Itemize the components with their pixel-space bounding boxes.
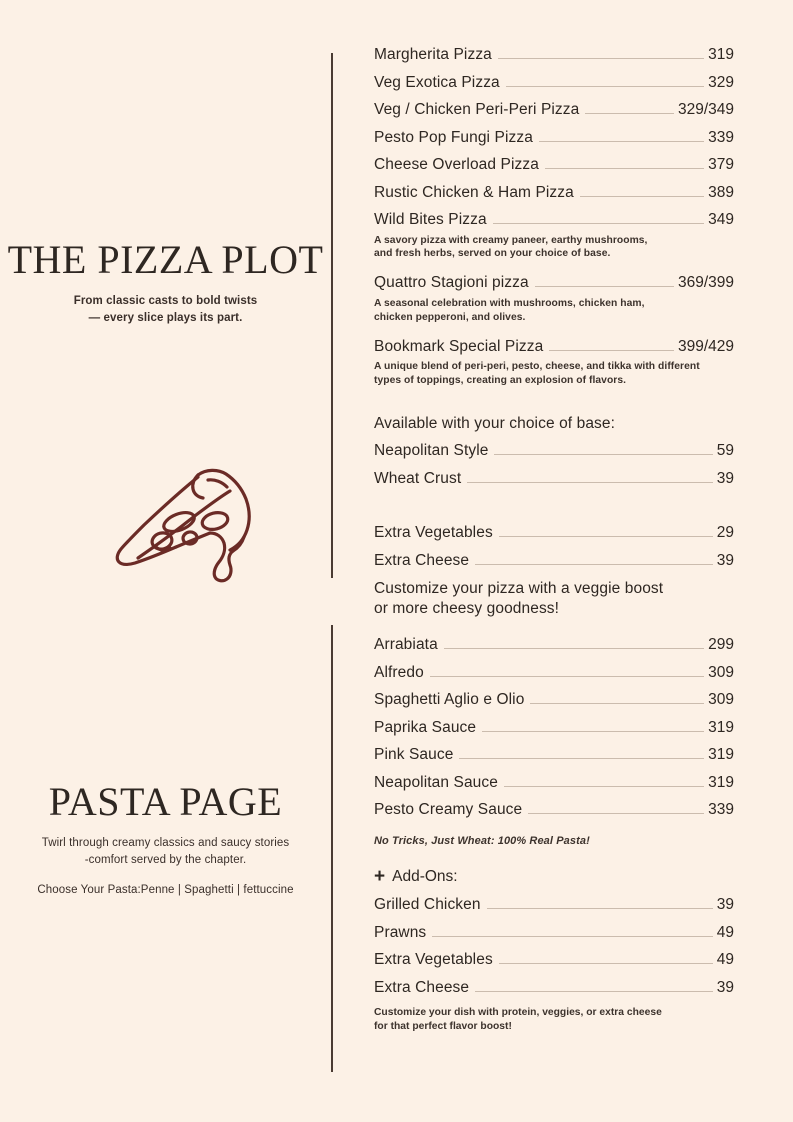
- menu-item-price: 339: [708, 128, 734, 146]
- menu-item-price: 39: [716, 469, 734, 487]
- leader-line: [467, 482, 713, 483]
- menu-row[interactable]: [374, 552, 734, 570]
- menu-item-name: Wild Bites Pizza: [374, 211, 487, 228]
- leader-line: [498, 58, 704, 59]
- pizza-subtitle-line-2: — every slice plays its part.: [88, 311, 243, 324]
- menu-row[interactable]: [374, 129, 734, 147]
- addons-heading-label: Add-Ons:: [392, 867, 458, 885]
- menu-item-name: Grilled Chicken: [374, 896, 481, 913]
- menu-item-name: Extra Vegetables: [374, 524, 493, 542]
- leader-line: [482, 731, 704, 732]
- menu-item-price: 379: [708, 156, 734, 173]
- menu-row[interactable]: [374, 442, 734, 460]
- pizza-slice-icon: [102, 463, 282, 593]
- description-line-2: types of toppings, creating an explosion of flavors.: [374, 374, 627, 386]
- description-line-1: A seasonal celebration with mushrooms, chicken ham,: [374, 297, 645, 309]
- menu-row[interactable]: [374, 184, 734, 202]
- menu-item-name: Prawns: [374, 923, 427, 941]
- leader-line: [528, 813, 704, 814]
- menu-item-name: Rustic Chicken & Ham Pizza: [374, 183, 574, 201]
- pasta-section-title: PASTA PAGE: [48, 779, 283, 824]
- menu-item-name: Extra Vegetables: [374, 951, 493, 968]
- menu-item-price: 339: [708, 801, 734, 818]
- menu-row[interactable]: [374, 470, 734, 488]
- menu-row[interactable]: [374, 211, 734, 229]
- leader-line: [539, 141, 704, 142]
- leader-line: [430, 676, 704, 677]
- menu-item-price: 319: [708, 46, 734, 63]
- pasta-subtitle-line-1: Twirl through creamy classics and saucy stories: [41, 837, 290, 849]
- menu-row[interactable]: [374, 338, 734, 356]
- pizza-section-title: THE PIZZA PLOT: [7, 237, 324, 282]
- menu-item-name: Extra Cheese: [374, 551, 470, 569]
- menu-item-price: 29: [716, 524, 734, 542]
- menu-row[interactable]: [374, 979, 734, 997]
- spacer: [374, 401, 734, 415]
- menu-row[interactable]: [374, 774, 734, 792]
- pizza-menu-list: [374, 46, 734, 618]
- menu-row[interactable]: [374, 524, 734, 542]
- pasta-subtitle-line-2: -comfort served by the chapter.: [84, 853, 247, 866]
- menu-row[interactable]: [374, 691, 734, 709]
- menu-item-price: 389: [708, 183, 734, 201]
- leader-line: [459, 758, 704, 759]
- menu-item-price: 369/399: [677, 274, 734, 292]
- closing-line-2: or more cheesy goodness!: [374, 599, 560, 617]
- leader-line: [444, 648, 704, 649]
- menu-row[interactable]: [374, 924, 734, 942]
- menu-item-price: 49: [716, 951, 734, 968]
- leader-line: [432, 936, 712, 937]
- menu-item-price: 299: [708, 636, 734, 653]
- menu-item-price: 309: [708, 663, 734, 681]
- menu-row[interactable]: [374, 74, 734, 92]
- menu-item-name: Pink Sauce: [374, 746, 454, 763]
- menu-item-name: Neapolitan Style: [374, 442, 489, 460]
- menu-item-description: [374, 234, 734, 262]
- menu-item-price: 329/349: [677, 101, 734, 118]
- menu-item-price: 39: [716, 978, 734, 996]
- menu-item-price: 319: [708, 773, 734, 791]
- leader-line: [585, 113, 674, 114]
- menu-item-name: Veg / Chicken Peri-Peri Pizza: [374, 101, 580, 118]
- menu-item-price: 329: [708, 73, 734, 91]
- menu-item-name: Pesto Creamy Sauce: [374, 801, 523, 818]
- menu-item-price: 59: [716, 442, 734, 460]
- base-choice-heading: Available with your choice of base:: [374, 414, 616, 432]
- menu-item-name: Arrabiata: [374, 636, 438, 653]
- leader-line: [493, 223, 704, 224]
- menu-item-name: Bookmark Special Pizza: [374, 337, 544, 355]
- leader-line: [494, 454, 712, 455]
- closing-line-1: Customize your dish with protein, veggies, or extra cheese: [374, 1007, 662, 1018]
- menu-item-name: Wheat Crust: [374, 469, 462, 487]
- closing-line-1: Customize your pizza with a veggie boost: [374, 580, 664, 598]
- menu-row[interactable]: [374, 801, 734, 819]
- menu-item-name: Alfredo: [374, 663, 424, 681]
- pasta-menu-list: [374, 636, 734, 1035]
- plus-icon: +: [374, 866, 386, 887]
- menu-row[interactable]: [374, 156, 734, 174]
- menu-row[interactable]: [374, 636, 734, 654]
- menu-row[interactable]: [374, 896, 734, 914]
- menu-item-name: Cheese Overload Pizza: [374, 156, 539, 173]
- description-line-2: chicken pepperoni, and olives.: [374, 311, 526, 323]
- addons-heading: [374, 867, 734, 886]
- menu-item-price: 319: [708, 746, 734, 763]
- menu-row[interactable]: [374, 746, 734, 764]
- menu-item-price: 309: [708, 691, 734, 708]
- menu-item-name: Spaghetti Aglio e Olio: [374, 691, 525, 708]
- leader-line: [504, 786, 704, 787]
- menu-item-name: Pesto Pop Fungi Pizza: [374, 128, 533, 146]
- pizza-closing-note: [374, 579, 734, 618]
- pasta-note: No Tricks, Just Wheat: 100% Real Pasta!: [374, 835, 590, 847]
- closing-line-2: for that perfect flavor boost!: [374, 1021, 512, 1033]
- leader-line: [475, 564, 713, 565]
- leader-line: [535, 286, 674, 287]
- leader-line: [549, 350, 674, 351]
- leader-line: [545, 168, 704, 169]
- column-divider-top: [331, 53, 333, 578]
- menu-item-name: Neapolitan Sauce: [374, 773, 498, 791]
- menu-item-name: Quattro Stagioni pizza: [374, 274, 529, 292]
- menu-row[interactable]: [374, 719, 734, 737]
- pizza-section-heading-block: [0, 237, 331, 326]
- spacer: [374, 497, 734, 524]
- description-line-1: A unique blend of peri-peri, pesto, cheese, and tikka with different: [374, 361, 700, 373]
- leader-line: [499, 536, 713, 537]
- menu-item-price: 399/429: [677, 337, 734, 355]
- pasta-section-heading-block: [0, 779, 331, 897]
- menu-item-name: Extra Cheese: [374, 978, 470, 996]
- menu-item-price: 319: [708, 718, 734, 736]
- leader-line: [506, 86, 704, 87]
- description-line-2: and fresh herbs, served on your choice of base.: [374, 248, 611, 260]
- menu-item-price: 49: [716, 923, 734, 941]
- menu-item-price: 39: [716, 551, 734, 569]
- leader-line: [475, 991, 713, 992]
- menu-item-price: 349: [708, 211, 734, 228]
- menu-row[interactable]: [374, 101, 734, 119]
- pasta-choose-label: Choose Your Pasta:Penne | Spaghetti | fettuccine: [37, 884, 294, 897]
- menu-item-description: [374, 360, 734, 388]
- leader-line: [530, 703, 704, 704]
- pasta-closing-note: [374, 1006, 734, 1035]
- column-divider-bottom: [331, 625, 333, 1072]
- description-line-1: A savory pizza with creamy paneer, earthy mushrooms,: [374, 234, 648, 246]
- menu-item-name: Margherita Pizza: [374, 46, 492, 63]
- menu-row[interactable]: [374, 46, 734, 64]
- menu-row[interactable]: [374, 664, 734, 682]
- menu-row[interactable]: [374, 274, 734, 292]
- menu-item-description: [374, 297, 734, 325]
- leader-line: [499, 963, 713, 964]
- menu-item-name: Paprika Sauce: [374, 718, 477, 736]
- leader-line: [580, 196, 704, 197]
- pasta-section-subtitle: [0, 835, 331, 868]
- menu-item-name: Veg Exotica Pizza: [374, 73, 500, 91]
- pizza-subtitle-line-1: From classic casts to bold twists: [73, 295, 258, 307]
- menu-item-price: 39: [716, 896, 734, 913]
- pizza-section-subtitle: [0, 293, 331, 326]
- menu-row[interactable]: [374, 951, 734, 969]
- leader-line: [487, 908, 713, 909]
